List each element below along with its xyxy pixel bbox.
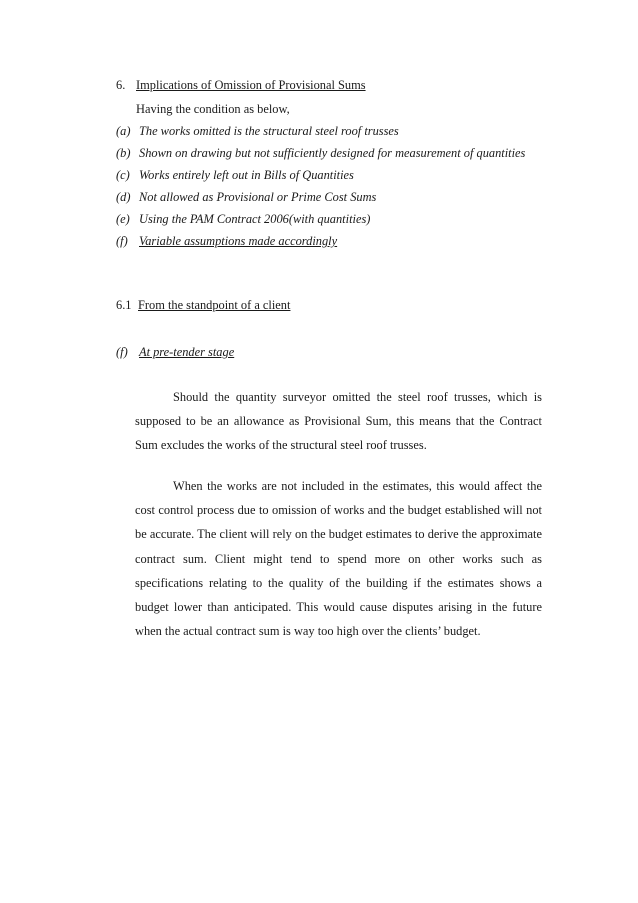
condition-item [116,123,399,139]
condition-item [116,167,354,183]
condition-label: (e) [116,212,130,226]
condition-label: (c) [116,168,130,182]
condition-item [116,211,370,227]
body-paragraph: Should the quantity surveyor omitted the steel roof trusses, which is supposed to be an allowance as Provisional Sum, this means that the Contract Sum excludes the works of the structural steel roof trusses. [135,390,542,453]
heading-number: 6. [116,78,126,92]
stage-title: At pre-tender stage [139,345,235,359]
condition-label: (f) [116,234,128,248]
condition-text: Variable assumptions made accordingly [139,234,338,248]
section-heading [116,77,366,93]
subsection-number: 6.1 [116,298,132,312]
condition-item [116,145,525,161]
intro-text: Having the condition as below, [136,102,290,116]
condition-text: Shown on drawing but not sufficiently designed for measurement of quantities [139,146,526,160]
condition-label: (b) [116,146,131,160]
stage-label: (f) [116,345,128,359]
condition-text: The works omitted is the structural steel roof trusses [139,124,399,138]
condition-text: Works entirely left out in Bills of Quantities [139,168,354,182]
condition-text: Using the PAM Contract 2006(with quantities) [139,212,371,226]
stage-heading [116,344,234,360]
condition-item [116,233,337,249]
condition-item [116,189,376,205]
condition-label: (d) [116,190,131,204]
condition-label: (a) [116,124,131,138]
subsection-heading [116,297,290,313]
heading-title: Implications of Omission of Provisional Sums [136,78,366,92]
condition-text: Not allowed as Provisional or Prime Cost Sums [139,190,377,204]
body-paragraph: When the works are not included in the estimates, this would affect the cost control process due to omission of works and the budget established will not be accurate. The client will rely on the budget estimates to derive the approximate contract sum. Client might tend to spend more on other works such as specifications relating to the quality of the building if the estimates shows a budget lower than anticipated. This would cause disputes arising in the future when the actual contract sum is way too high over the clients’ budget. [135,479,542,639]
subsection-title: From the standpoint of a client [138,298,291,312]
